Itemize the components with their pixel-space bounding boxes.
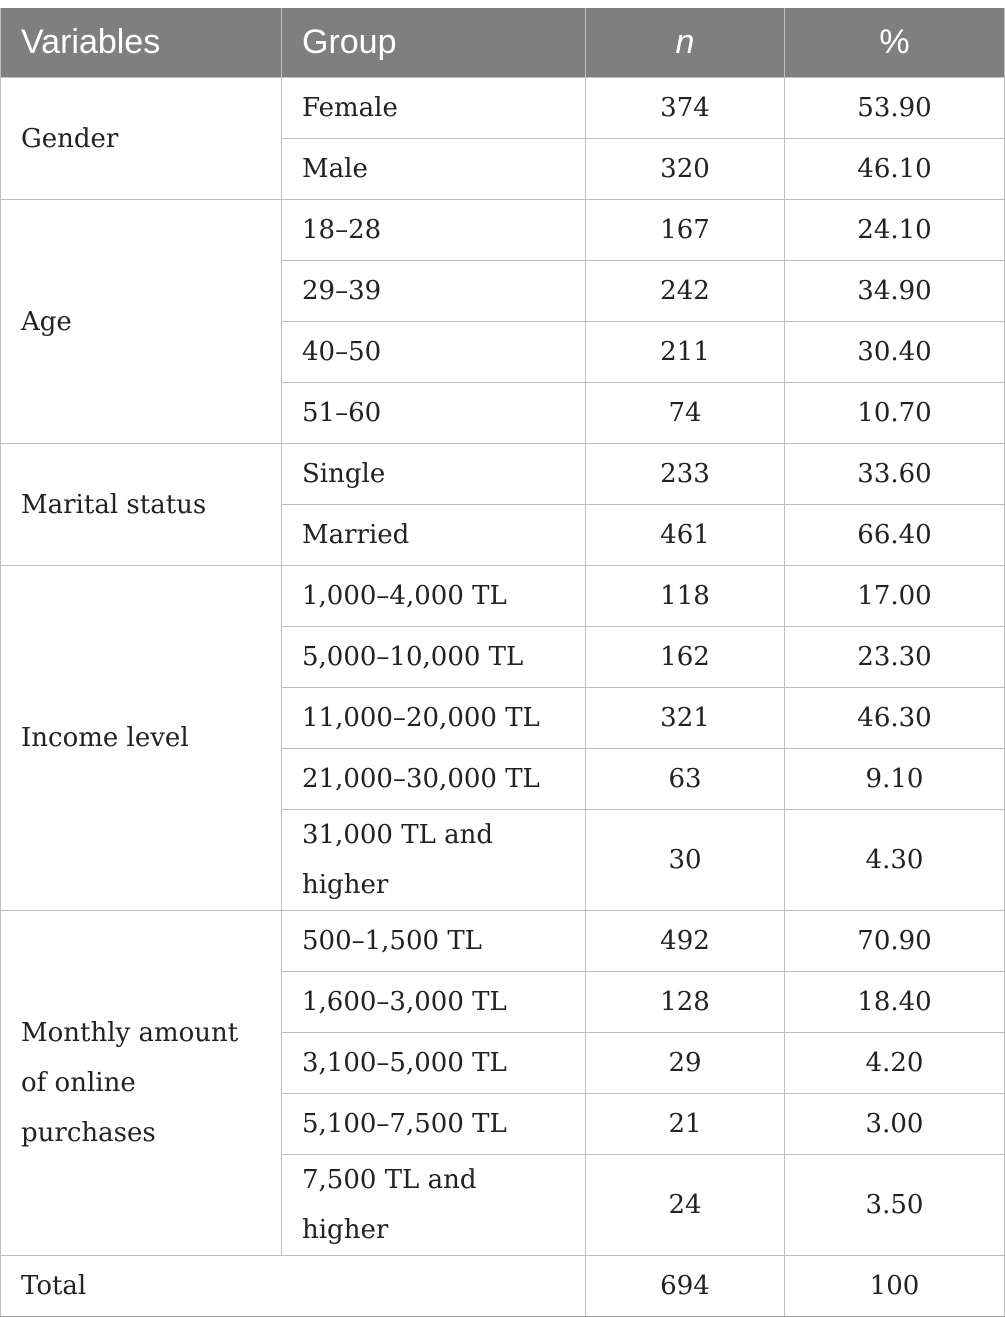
- n-cell: 492: [586, 911, 785, 972]
- n-cell: 211: [586, 322, 785, 383]
- percent-cell: 3.50: [785, 1155, 1005, 1256]
- n-cell: 374: [586, 78, 785, 139]
- group-cell: Female: [282, 78, 586, 139]
- group-cell: 500–1,500 TL: [282, 911, 586, 972]
- n-cell: 167: [586, 200, 785, 261]
- group-cell: 1,000–4,000 TL: [282, 566, 586, 627]
- table-row: [1, 78, 1005, 139]
- variable-cell: Gender: [1, 78, 282, 200]
- n-cell: 30: [586, 810, 785, 911]
- percent-cell: 23.30: [785, 627, 1005, 688]
- group-cell: 7,500 TL and higher: [282, 1155, 586, 1256]
- n-cell: 24: [586, 1155, 785, 1256]
- table-row: [1, 444, 1005, 505]
- percent-cell: 4.20: [785, 1033, 1005, 1094]
- group-cell: 40–50: [282, 322, 586, 383]
- variable-cell: Monthly amount of online purchases: [1, 911, 282, 1256]
- group-cell: 3,100–5,000 TL: [282, 1033, 586, 1094]
- percent-cell: 70.90: [785, 911, 1005, 972]
- group-cell: Single: [282, 444, 586, 505]
- header-variables: Variables: [1, 8, 282, 78]
- total-label: Total: [1, 1256, 586, 1317]
- n-cell: 321: [586, 688, 785, 749]
- n-cell: 320: [586, 139, 785, 200]
- percent-cell: 53.90: [785, 78, 1005, 139]
- group-cell: 29–39: [282, 261, 586, 322]
- n-cell: 118: [586, 566, 785, 627]
- total-row: [1, 1256, 1005, 1317]
- percent-cell: 3.00: [785, 1094, 1005, 1155]
- group-cell: 11,000–20,000 TL: [282, 688, 586, 749]
- group-cell: 21,000–30,000 TL: [282, 749, 586, 810]
- percent-cell: 9.10: [785, 749, 1005, 810]
- table-row: [1, 911, 1005, 972]
- percent-cell: 10.70: [785, 383, 1005, 444]
- group-cell: Male: [282, 139, 586, 200]
- variable-cell: Income level: [1, 566, 282, 911]
- percent-cell: 30.40: [785, 322, 1005, 383]
- n-cell: 21: [586, 1094, 785, 1155]
- variable-cell: Age: [1, 200, 282, 444]
- table-row: [1, 566, 1005, 627]
- group-cell: 1,600–3,000 TL: [282, 972, 586, 1033]
- n-cell: 162: [586, 627, 785, 688]
- header-row: [1, 8, 1005, 78]
- variable-cell: Marital status: [1, 444, 282, 566]
- percent-cell: 46.30: [785, 688, 1005, 749]
- group-cell: 18–28: [282, 200, 586, 261]
- group-cell: 5,100–7,500 TL: [282, 1094, 586, 1155]
- demographics-table: [0, 8, 1005, 1317]
- header-group: Group: [282, 8, 586, 78]
- n-cell: 233: [586, 444, 785, 505]
- percent-cell: 24.10: [785, 200, 1005, 261]
- header-n: n: [586, 8, 785, 78]
- total-percent: 100: [785, 1256, 1005, 1317]
- n-cell: 128: [586, 972, 785, 1033]
- table-header: [1, 8, 1005, 78]
- table-row: [1, 200, 1005, 261]
- percent-cell: 46.10: [785, 139, 1005, 200]
- n-cell: 461: [586, 505, 785, 566]
- group-cell: Married: [282, 505, 586, 566]
- group-cell: 51–60: [282, 383, 586, 444]
- table-body: [1, 78, 1005, 1317]
- percent-cell: 18.40: [785, 972, 1005, 1033]
- n-cell: 242: [586, 261, 785, 322]
- percent-cell: 4.30: [785, 810, 1005, 911]
- group-cell: 31,000 TL and higher: [282, 810, 586, 911]
- n-cell: 74: [586, 383, 785, 444]
- n-cell: 63: [586, 749, 785, 810]
- percent-cell: 34.90: [785, 261, 1005, 322]
- percent-cell: 17.00: [785, 566, 1005, 627]
- group-cell: 5,000–10,000 TL: [282, 627, 586, 688]
- n-cell: 29: [586, 1033, 785, 1094]
- header-percent: %: [785, 8, 1005, 78]
- percent-cell: 33.60: [785, 444, 1005, 505]
- percent-cell: 66.40: [785, 505, 1005, 566]
- total-n: 694: [586, 1256, 785, 1317]
